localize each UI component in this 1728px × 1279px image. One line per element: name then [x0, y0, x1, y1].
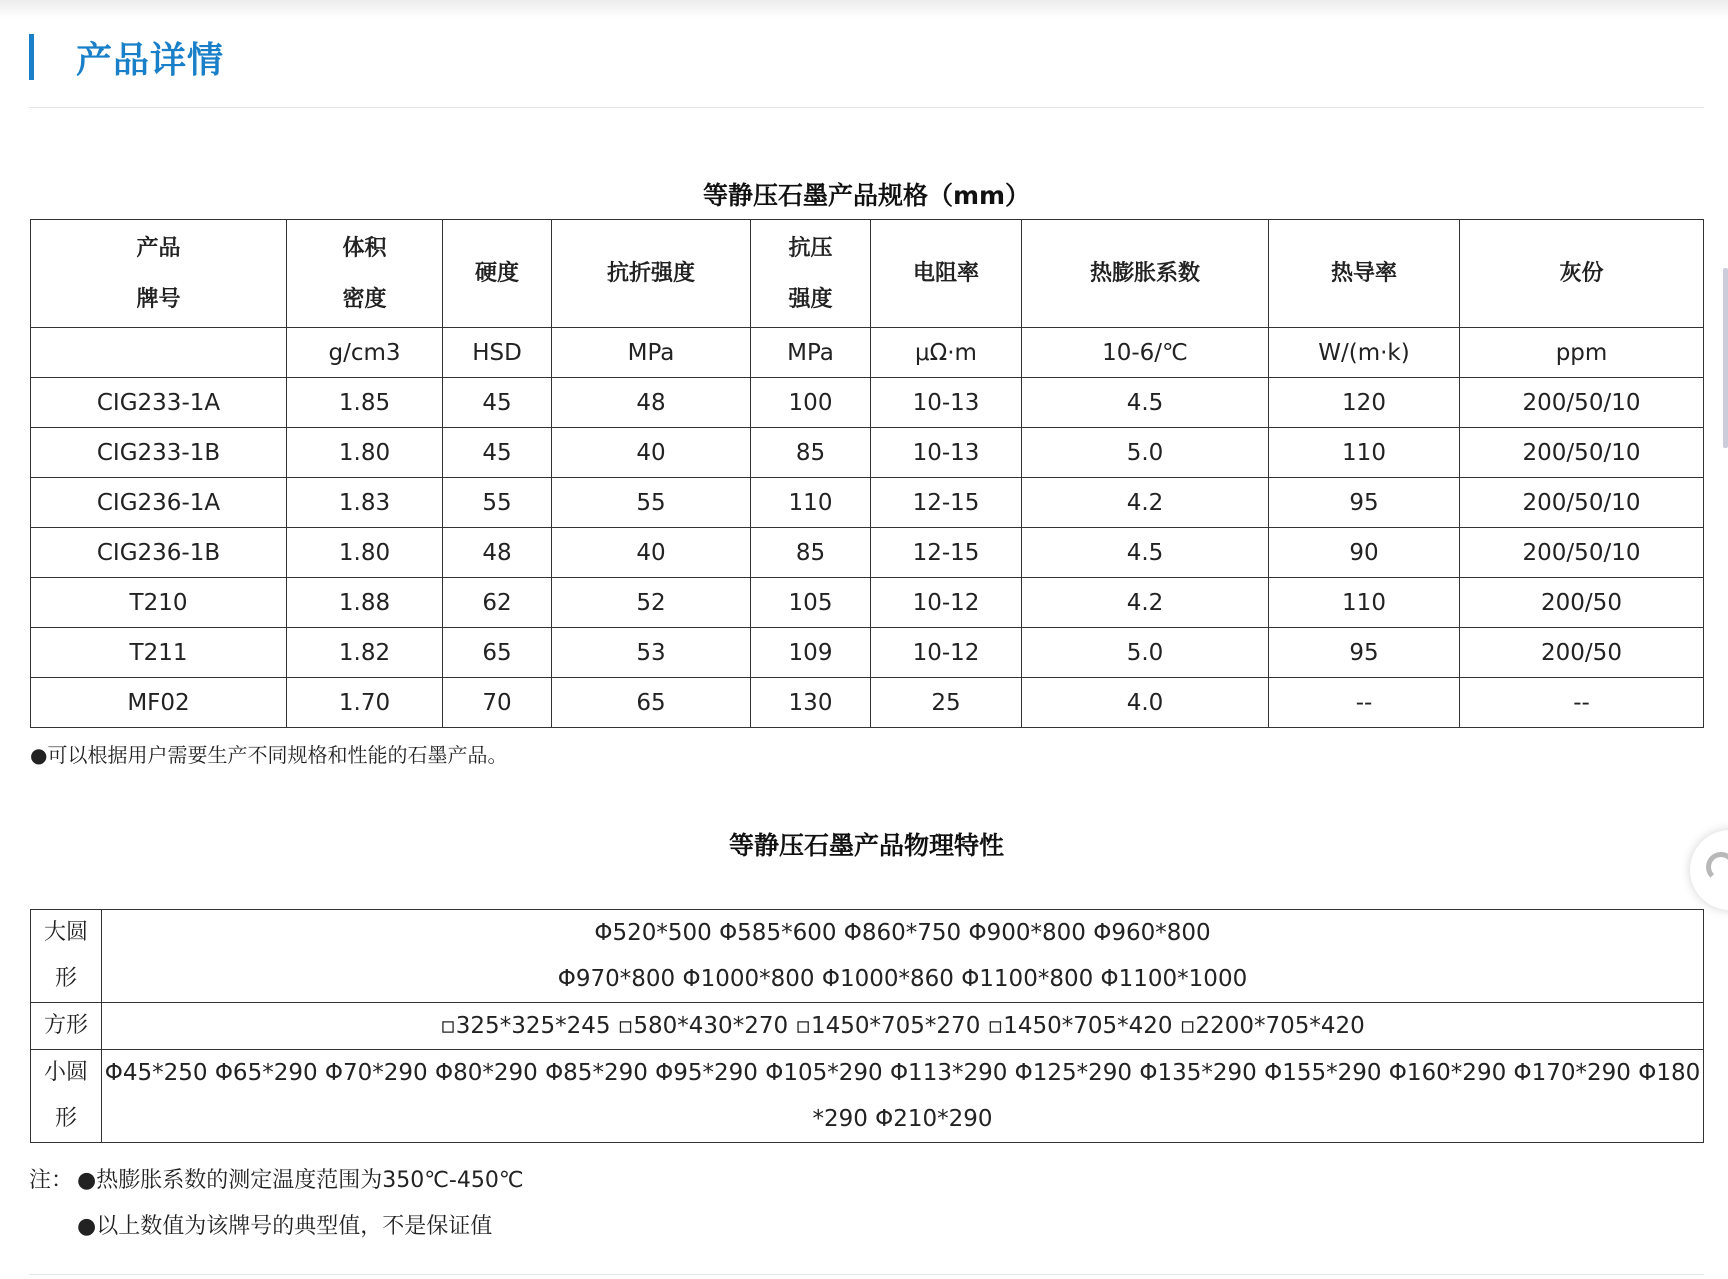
column-header-line: 体积: [342, 235, 387, 261]
spec-table: [30, 219, 1704, 728]
table-cell: 5.0: [1022, 628, 1269, 678]
note-item: ●热膨胀系数的测定温度范围为350℃-450℃: [77, 1168, 524, 1193]
column-header-line: 硬度: [474, 261, 519, 286]
table-cell: 62: [443, 578, 552, 628]
column-header: [751, 220, 871, 328]
table-cell: 70: [443, 678, 552, 728]
column-header: [871, 220, 1022, 328]
accent-bar: [29, 34, 34, 80]
column-header: [1460, 220, 1704, 328]
table-cell: 4.5: [1022, 378, 1269, 428]
table-cell: 200/50/10: [1460, 378, 1704, 428]
table-cell: 200/50/10: [1460, 428, 1704, 478]
spec-note: ●可以根据用户需要生产不同规格和性能的石墨产品。: [30, 743, 508, 767]
phys-label: 小圆形: [31, 1050, 102, 1143]
table-cell: 105: [751, 578, 871, 628]
phys-row: [31, 910, 1704, 1003]
table-cell: 53: [552, 628, 751, 678]
table-cell: 200/50: [1460, 578, 1704, 628]
phys-label: 方形: [31, 1003, 102, 1050]
note-label: 注：: [29, 1168, 74, 1193]
table-cell: 55: [443, 478, 552, 528]
unit-cell: HSD: [443, 328, 552, 378]
size-line: Φ45*250 Φ65*290 Φ70*290 Φ80*290 Φ85*290 Φ95*290 Φ105*290 Φ113*290 Φ125*290 Φ135*290 Φ155*290 Φ160*290 Φ170*290 Φ180*290 Φ210*290: [104, 1060, 1701, 1132]
column-header: [31, 220, 287, 328]
table-cell: 4.5: [1022, 528, 1269, 578]
table-cell: CIG233-1A: [31, 378, 287, 428]
phys-values: [102, 1003, 1704, 1050]
column-header-line: 电阻率: [912, 261, 979, 286]
table-cell: T211: [31, 628, 287, 678]
column-header-line: 热膨胀系数: [1089, 261, 1200, 286]
column-header-line: 热导率: [1330, 261, 1397, 286]
table-row: [31, 478, 1704, 528]
table-cell: 5.0: [1022, 428, 1269, 478]
unit-cell: [31, 328, 287, 378]
table-cell: 1.88: [287, 578, 443, 628]
table-cell: 65: [443, 628, 552, 678]
phys-row: [31, 1050, 1704, 1143]
table-cell: MF02: [31, 678, 287, 728]
size-line: Φ520*500 Φ585*600 Φ860*750 Φ900*800 Φ960*800: [594, 920, 1211, 946]
table-cell: --: [1269, 678, 1460, 728]
table-cell: 10-13: [871, 428, 1022, 478]
column-header: [287, 220, 443, 328]
unit-cell: 10-6/℃: [1022, 328, 1269, 378]
spec-header-row: [31, 220, 1704, 328]
phys-table-body: [31, 910, 1704, 1143]
table-row: [31, 528, 1704, 578]
table-cell: CIG236-1B: [31, 528, 287, 578]
table-cell: 95: [1269, 628, 1460, 678]
table-cell: 48: [443, 528, 552, 578]
table-row: [31, 678, 1704, 728]
table-cell: 130: [751, 678, 871, 728]
section-header: [29, 34, 224, 80]
column-header: [1269, 220, 1460, 328]
top-shade: [0, 0, 1728, 18]
table-cell: 40: [552, 528, 751, 578]
table-cell: 1.82: [287, 628, 443, 678]
units-row: [31, 328, 1704, 378]
table-cell: 1.70: [287, 678, 443, 728]
phys-values: [102, 1050, 1704, 1143]
table-cell: 4.0: [1022, 678, 1269, 728]
table-cell: 200/50/10: [1460, 528, 1704, 578]
table-cell: CIG233-1B: [31, 428, 287, 478]
table-cell: 1.80: [287, 528, 443, 578]
column-header: [1022, 220, 1269, 328]
table-cell: 40: [552, 428, 751, 478]
table-cell: 90: [1269, 528, 1460, 578]
divider: [29, 107, 1704, 108]
column-header-line: 抗折强度: [606, 261, 695, 286]
table-cell: 25: [871, 678, 1022, 728]
table-cell: 200/50: [1460, 628, 1704, 678]
table-cell: 110: [1269, 428, 1460, 478]
table-cell: 48: [552, 378, 751, 428]
unit-cell: g/cm3: [287, 328, 443, 378]
table-cell: CIG236-1A: [31, 478, 287, 528]
column-header-line: 密度: [342, 286, 387, 312]
table-row: [31, 378, 1704, 428]
phys-label: 大圆形: [31, 910, 102, 1003]
table-cell: 110: [751, 478, 871, 528]
table-cell: 95: [1269, 478, 1460, 528]
table-cell: 10-12: [871, 578, 1022, 628]
table-cell: 52: [552, 578, 751, 628]
table-cell: 120: [1269, 378, 1460, 428]
table-cell: 55: [552, 478, 751, 528]
unit-cell: μΩ·m: [871, 328, 1022, 378]
table-cell: 65: [552, 678, 751, 728]
phys-row: [31, 1003, 1704, 1050]
table-cell: 10-12: [871, 628, 1022, 678]
table-cell: 110: [1269, 578, 1460, 628]
unit-cell: MPa: [552, 328, 751, 378]
table-cell: 10-13: [871, 378, 1022, 428]
column-header-line: 强度: [788, 286, 833, 312]
table-cell: T210: [31, 578, 287, 628]
size-line: Φ970*800 Φ1000*800 Φ1000*860 Φ1100*800 Φ1100*1000: [557, 966, 1248, 992]
table-row: [31, 628, 1704, 678]
unit-cell: ppm: [1460, 328, 1704, 378]
table-cell: 1.83: [287, 478, 443, 528]
phys-table-caption: 等静压石墨产品物理特性: [728, 831, 1004, 860]
column-header-line: 牌号: [136, 286, 181, 312]
table-row: [31, 578, 1704, 628]
page-title: 产品详情: [76, 39, 225, 81]
table-cell: 1.80: [287, 428, 443, 478]
table-cell: 85: [751, 528, 871, 578]
table-cell: 100: [751, 378, 871, 428]
table-cell: 12-15: [871, 528, 1022, 578]
table-cell: 45: [443, 428, 552, 478]
table-cell: 85: [751, 428, 871, 478]
table-cell: --: [1460, 678, 1704, 728]
column-header-line: 抗压: [788, 235, 833, 261]
table-cell: 1.85: [287, 378, 443, 428]
phys-values: [102, 910, 1704, 1003]
table-cell: 4.2: [1022, 478, 1269, 528]
table-cell: 12-15: [871, 478, 1022, 528]
headset-icon: [1706, 852, 1728, 882]
column-header: [552, 220, 751, 328]
column-header-line: 产品: [136, 235, 181, 261]
note-item: ●以上数值为该牌号的典型值，不是保证值: [77, 1214, 493, 1239]
table-row: [31, 428, 1704, 478]
table-cell: 45: [443, 378, 552, 428]
scrollbar[interactable]: [1723, 268, 1728, 448]
table-cell: 109: [751, 628, 871, 678]
spec-table-body: [31, 328, 1704, 728]
unit-cell: W/(m·k): [1269, 328, 1460, 378]
phys-table: [30, 909, 1704, 1143]
divider: [29, 1274, 1704, 1275]
table-cell: 4.2: [1022, 578, 1269, 628]
column-header-line: 灰份: [1559, 261, 1604, 286]
column-header: [443, 220, 552, 328]
spec-table-caption: 等静压石墨产品规格（mm）: [702, 181, 1031, 210]
unit-cell: MPa: [751, 328, 871, 378]
table-cell: 200/50/10: [1460, 478, 1704, 528]
size-line: ▫325*325*245 ▫580*430*270 ▫1450*705*270 ▫1450*705*420 ▫2200*705*420: [440, 1013, 1365, 1039]
